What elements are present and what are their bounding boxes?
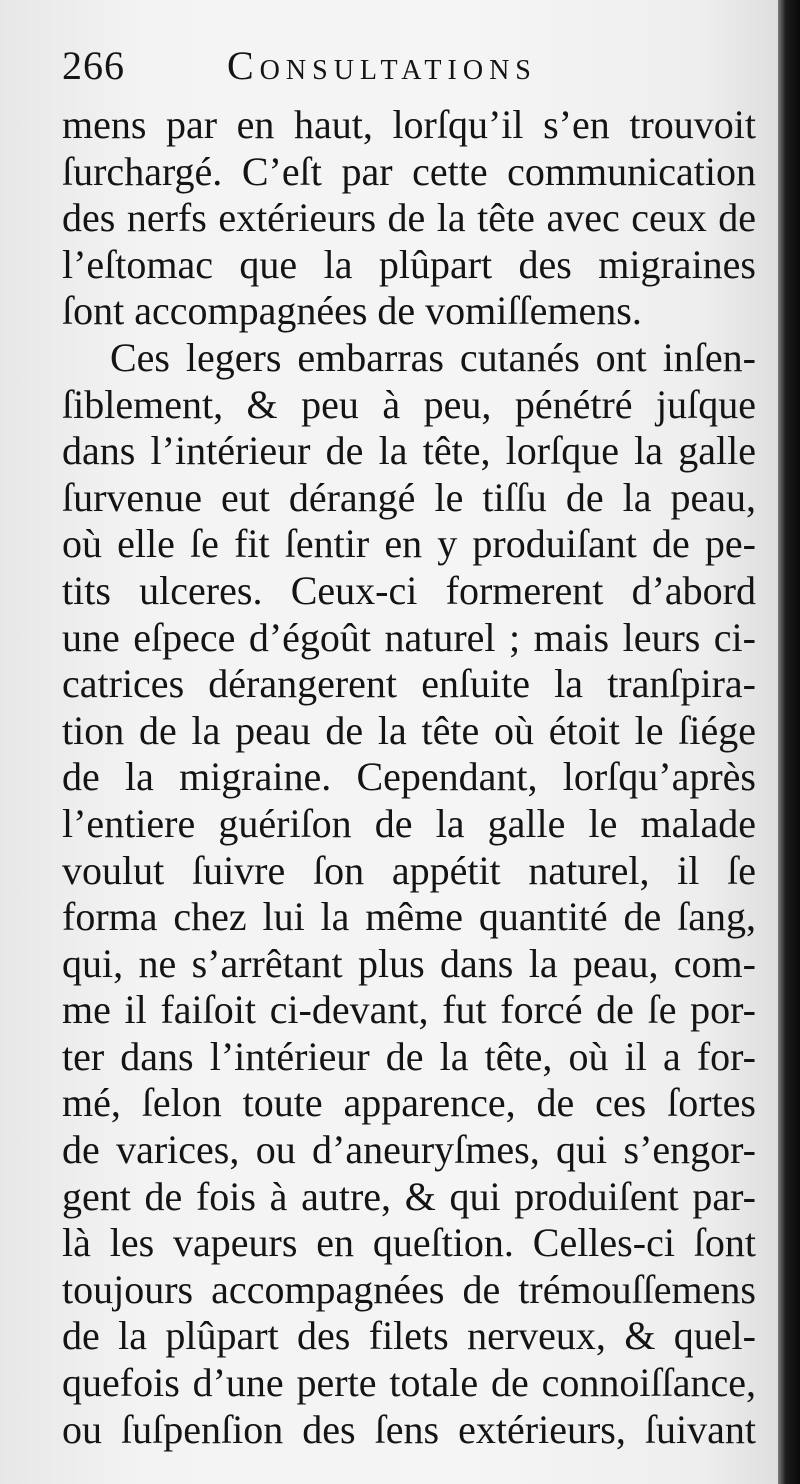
- page-gutter-shadow: [778, 0, 800, 1484]
- text-line: ſiblement, & peu à peu, pénétré juſque: [62, 381, 756, 427]
- body-text: [62, 102, 756, 1453]
- text-line: là les vapeurs en queſtion. Celles-ci ſont: [62, 1220, 756, 1266]
- text-line: ſont accompagnées de vomiſſemens.: [62, 288, 642, 334]
- text-line: tits ulceres. Ceux-ci formerent d’abord: [62, 567, 756, 613]
- text-line: forma chez lui la même quantité de ſang,: [62, 894, 756, 940]
- text-line: une eſpece d’égoût naturel ; mais leurs ci-: [62, 614, 756, 660]
- text-line: de la plûpart des filets nerveux, & quel-: [62, 1313, 756, 1359]
- text-line: toujours accompagnées de trémouſſemens: [62, 1266, 756, 1312]
- page-number: 266: [62, 43, 125, 88]
- text-line: mens par en haut, lorſqu’il s’en trouvoit: [62, 102, 756, 147]
- text-line: catrices dérangerent enſuite la tranſpira-: [62, 661, 756, 707]
- text-line: Ces legers embarras cutanés ont inſen-: [110, 334, 756, 380]
- running-title: Consultations: [227, 43, 537, 88]
- text-line: quefois d’une perte totale de connoiſſance,: [62, 1360, 756, 1406]
- text-line: des nerfs extérieurs de la tête avec ceux de: [62, 195, 756, 241]
- text-line: me il faiſoit ci-devant, fut forcé de ſe por-: [62, 987, 756, 1033]
- text-line: qui, ne s’arrêtant plus dans la peau, com-: [62, 940, 756, 986]
- text-line: dans l’intérieur de la tête, lorſque la galle: [62, 428, 756, 474]
- text-line: gent de fois à autre, & qui produiſent par-: [62, 1173, 756, 1219]
- text-line: l’entiere guériſon de la galle le malade: [62, 800, 756, 846]
- text-line: ſurvenue eut dérangé le tiſſu de la peau,: [62, 474, 756, 520]
- text-line: ou ſuſpenſion des ſens extérieurs, ſuivant: [62, 1406, 756, 1452]
- text-line: de la migraine. Cependant, lorſqu’après: [62, 754, 756, 800]
- text-line: ter dans l’intérieur de la tête, où il a for-: [62, 1033, 756, 1079]
- text-line: l’eſtomac que la plûpart des migraines: [62, 241, 756, 287]
- page-header: [62, 42, 602, 94]
- text-line: mé, ſelon toute apparence, de ces ſortes: [62, 1080, 756, 1126]
- text-line: voulut ſuivre ſon appétit naturel, il ſe: [62, 847, 756, 893]
- text-line: où elle ſe fit ſentir en y produiſant de pe-: [62, 521, 756, 567]
- text-line: ſurchargé. C’eſt par cette communication: [62, 148, 756, 194]
- text-line: de varices, ou d’aneuryſmes, qui s’engor-: [62, 1127, 756, 1173]
- text-line: tion de la peau de la tête où étoit le ſiége: [62, 707, 756, 753]
